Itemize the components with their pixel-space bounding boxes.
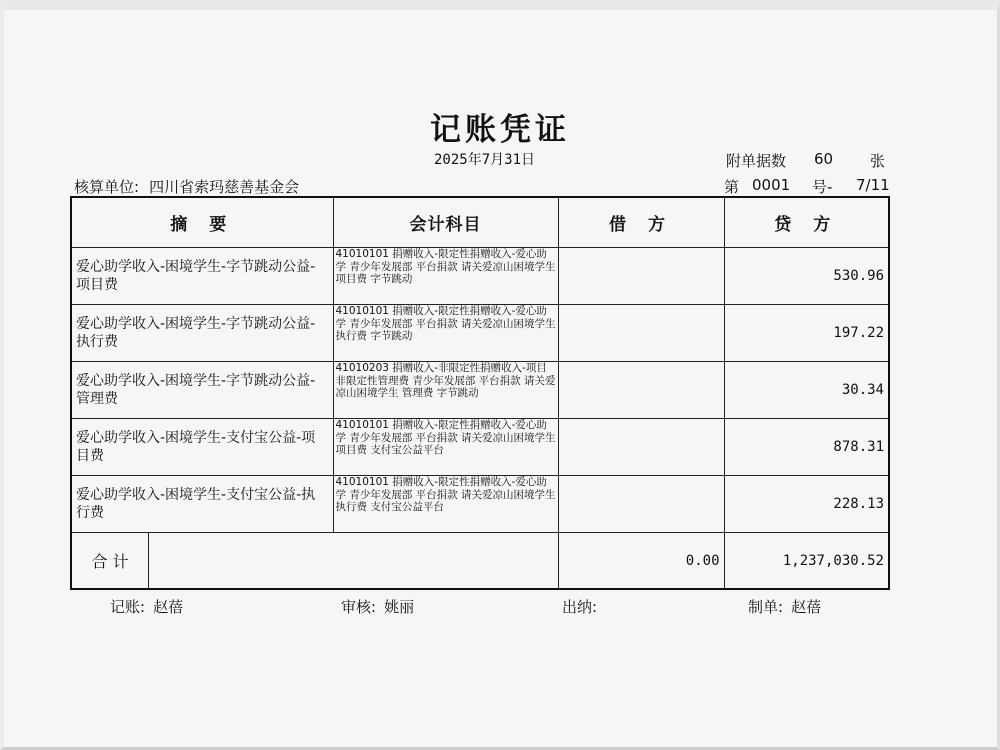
table-row <box>71 419 889 476</box>
attachments-info <box>726 150 886 171</box>
cashier-field <box>562 596 605 617</box>
voucher-no-prefix: 第 <box>724 178 740 196</box>
header-summary: 摘 要 <box>71 197 333 248</box>
row-summary: 爱心助学收入-困境学生-字节跳动公益-项目费 <box>71 248 333 305</box>
table-row <box>71 248 889 305</box>
row-summary: 爱心助学收入-困境学生-支付宝公益-项目费 <box>71 419 333 476</box>
preparer-field <box>748 596 821 617</box>
row-credit: 878.31 <box>724 419 889 476</box>
table-row <box>71 362 889 419</box>
row-debit <box>558 419 724 476</box>
voucher-date: 2025年7月31日 <box>434 152 536 168</box>
row-debit <box>558 248 724 305</box>
accounting-unit <box>74 176 299 197</box>
row-credit: 197.22 <box>724 305 889 362</box>
voucher-table <box>70 196 890 590</box>
header-debit: 借 方 <box>558 197 724 248</box>
bookkeeper-field <box>110 596 183 617</box>
attachments-label: 附单据数 <box>726 152 787 170</box>
row-account: 41010101 捐赠收入-限定性捐赠收入-爱心助学 青少年发展部 平台捐款 请关爱凉山困境学生 项目费 字节跳动 <box>333 248 558 305</box>
row-credit: 228.13 <box>724 476 889 533</box>
row-account: 41010203 捐赠收入-非限定性捐赠收入-项目非限定性管理费 青少年发展部 平台捐款 请关爱凉山困境学生 管理费 字节跳动 <box>333 362 558 419</box>
header-account: 会计科目 <box>333 197 558 248</box>
header-credit: 贷 方 <box>724 197 889 248</box>
unit-name: 四川省索玛慈善基金会 <box>149 178 300 196</box>
total-blank <box>149 533 558 588</box>
row-credit: 30.34 <box>724 362 889 419</box>
cashier-label: 出纳: <box>562 598 598 616</box>
attachments-count: 60 <box>814 150 834 168</box>
table-row <box>71 476 889 533</box>
total-label-cell <box>71 533 558 590</box>
total-debit: 0.00 <box>558 533 724 590</box>
total-label: 合 计 <box>72 533 149 588</box>
row-summary: 爱心助学收入-困境学生-字节跳动公益-执行费 <box>71 305 333 362</box>
bookkeeper-name: 赵蓓 <box>153 598 184 616</box>
table-row <box>71 305 889 362</box>
attachments-unit: 张 <box>870 152 886 170</box>
row-account: 41010101 捐赠收入-限定性捐赠收入-爱心助学 青少年发展部 平台捐款 请关爱凉山困境学生 执行费 字节跳动 <box>333 305 558 362</box>
row-account: 41010101 捐赠收入-限定性捐赠收入-爱心助学 青少年发展部 平台捐款 请关爱凉山困境学生 执行费 支付宝公益平台 <box>333 476 558 533</box>
row-summary: 爱心助学收入-困境学生-字节跳动公益-管理费 <box>71 362 333 419</box>
reviewer-label: 审核: <box>341 598 377 616</box>
reviewer-field <box>341 596 414 617</box>
row-debit <box>558 305 724 362</box>
voucher-page: 7/11 <box>856 176 890 194</box>
preparer-label: 制单: <box>748 598 784 616</box>
bookkeeper-label: 记账: <box>110 598 146 616</box>
header-row <box>71 197 889 248</box>
total-credit: 1,237,030.52 <box>724 533 889 590</box>
row-credit: 530.96 <box>724 248 889 305</box>
voucher-no-suffix: 号- <box>812 178 833 196</box>
voucher-no-value: 0001 <box>752 176 791 194</box>
unit-label: 核算单位: <box>74 178 140 196</box>
row-debit <box>558 362 724 419</box>
voucher-title: 记账凭证 <box>430 112 570 148</box>
reviewer-name: 姚丽 <box>384 598 415 616</box>
total-row <box>71 533 889 590</box>
row-debit <box>558 476 724 533</box>
row-summary: 爱心助学收入-困境学生-支付宝公益-执行费 <box>71 476 333 533</box>
preparer-name: 赵蓓 <box>791 598 822 616</box>
row-account: 41010101 捐赠收入-限定性捐赠收入-爱心助学 青少年发展部 平台捐款 请关爱凉山困境学生 项目费 支付宝公益平台 <box>333 419 558 476</box>
